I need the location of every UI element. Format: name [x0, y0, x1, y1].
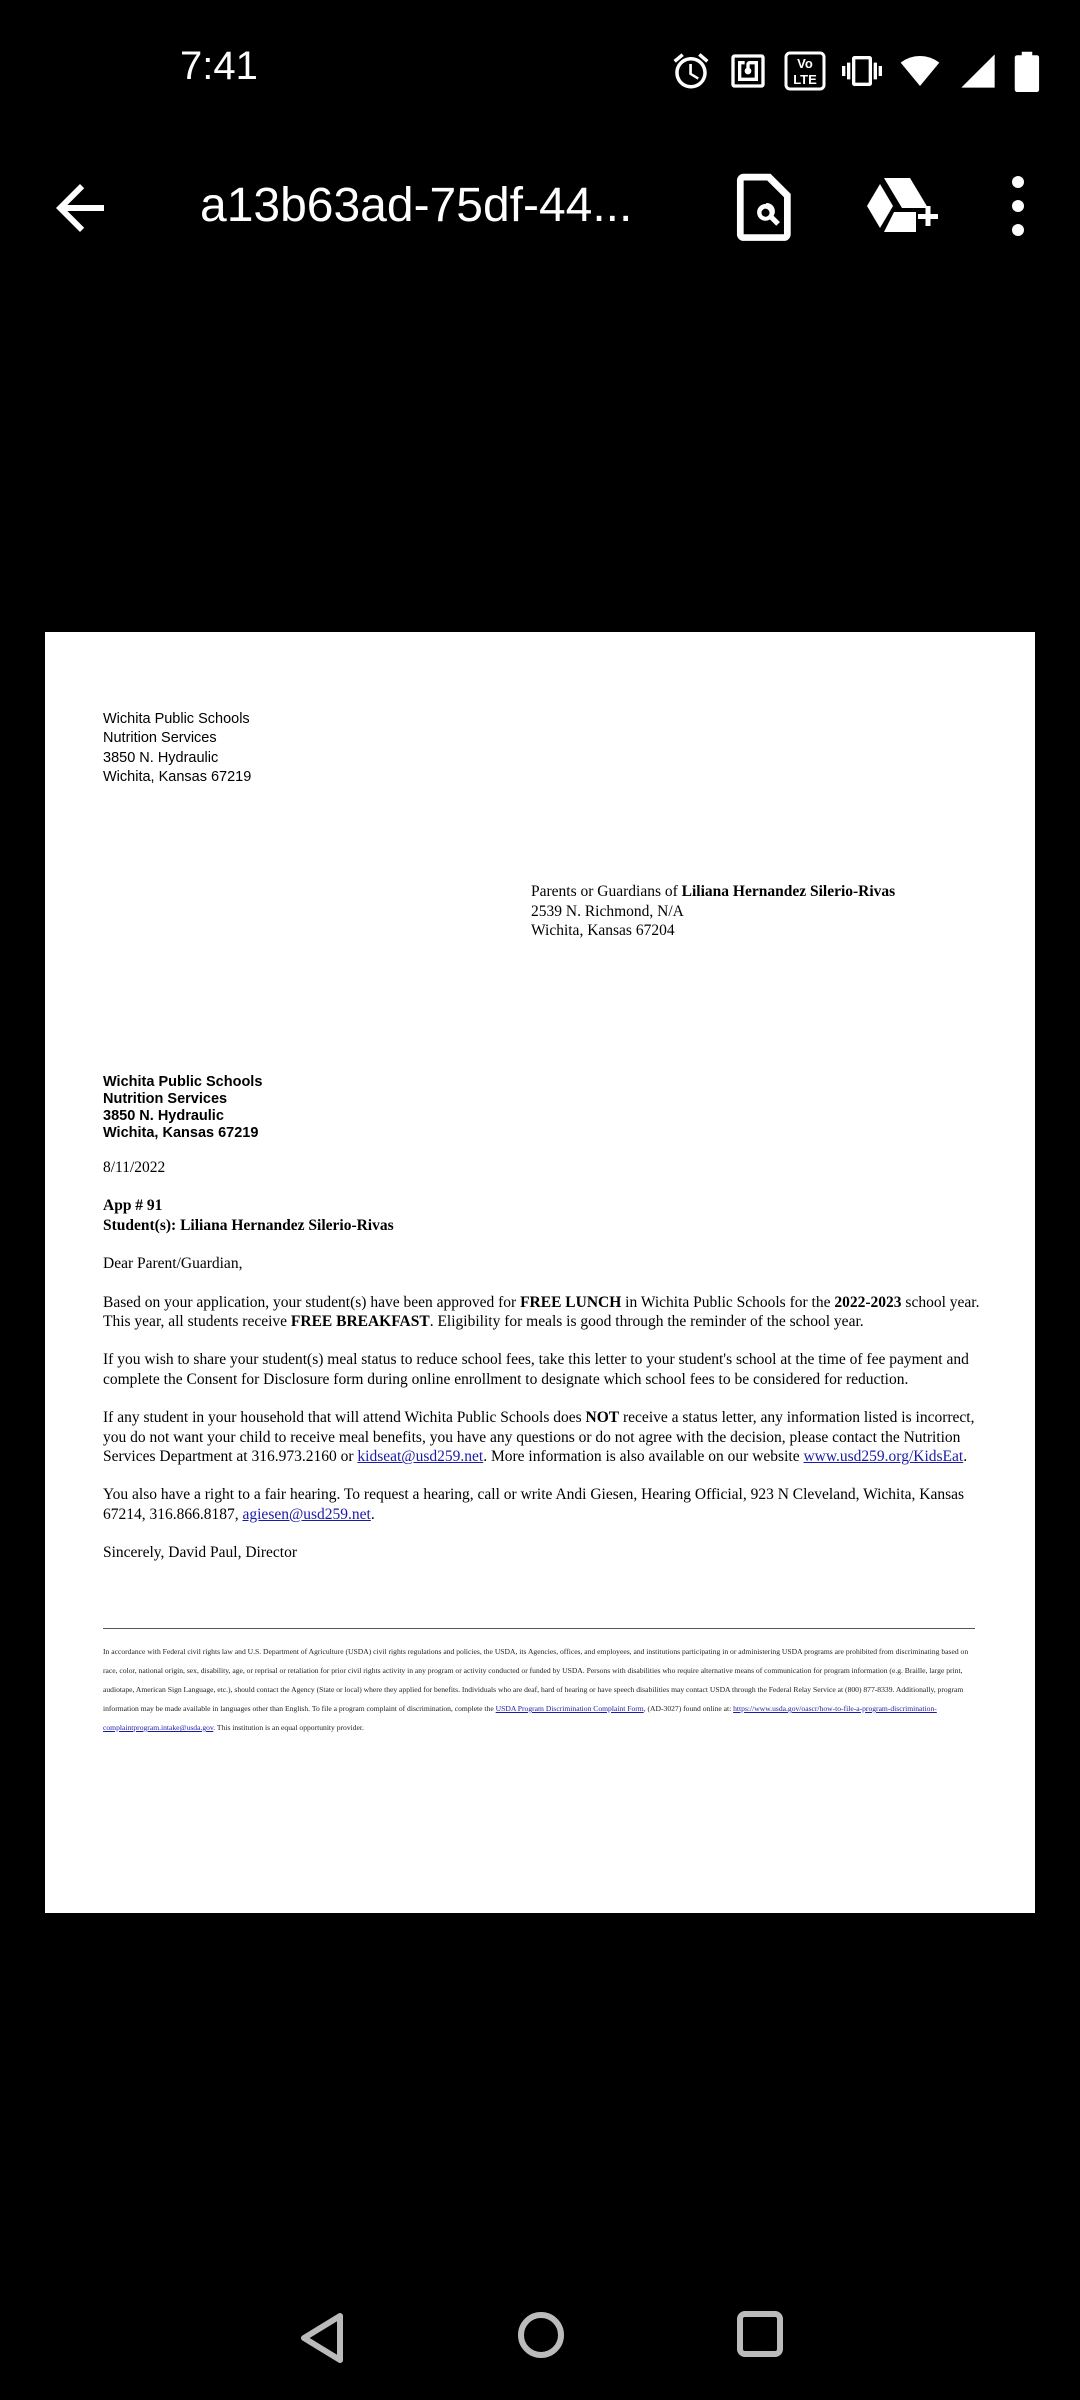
recipient-line: 2539 N. Richmond, N/A	[531, 902, 684, 920]
paragraph-approval: Based on your application, your student(s) have been approved for FREE LUNCH in Wichita Public Schools for the 2022-2023 school year. This year, all students receive FREE BREAKFAST. Eligibility for meals is good through the reminder of the school year.	[103, 1293, 980, 1331]
svg-text:LTE: LTE	[793, 72, 817, 87]
sender-line: 3850 N. Hydraulic	[103, 1108, 224, 1124]
recipient-line	[531, 882, 895, 902]
signal-icon	[958, 51, 998, 91]
recipient-prefix: Parents or Guardians of	[531, 883, 682, 900]
nav-recents-button[interactable]	[736, 2310, 784, 2358]
sender-line: Wichita, Kansas 67219	[103, 1125, 259, 1141]
nfc-icon	[728, 51, 768, 91]
recipient-address	[531, 882, 895, 941]
app-number: App # 91	[103, 1197, 163, 1215]
letter-body	[103, 1158, 983, 1582]
sender-line: Nutrition Services	[103, 1091, 228, 1107]
sender-line: Wichita Public Schools	[103, 711, 250, 727]
footnote-divider	[103, 1628, 975, 1629]
greeting: Dear Parent/Guardian,	[103, 1255, 243, 1273]
add-to-drive-button[interactable]	[862, 170, 942, 242]
paragraph-contact: If any student in your household that will attend Wichita Public Schools does NOT receive a status letter, any information listed is incorrect, you do not want your child to receive meal benefits, you have any questions or do not agree with the decision, please contact the Nutrition Services Department at 316.973.2160 or kidseat@usd259.net. More information is also available on our website www.usd259.org/KidsEat.	[103, 1409, 975, 1466]
paragraph-hearing: You also have a right to a fair hearing. To request a hearing, call or write Andi Giesen, Hearing Official, 923 N Cleveland, Wichita, Kansas 67214, 316.866.8187, agiesen@usd259.net.	[103, 1486, 965, 1523]
status-bar	[0, 0, 1080, 140]
kidseat-email-link[interactable]: kidseat@usd259.net	[357, 1448, 484, 1466]
find-in-page-button[interactable]	[728, 170, 800, 242]
back-arrow-icon	[44, 172, 116, 244]
document-title: a13b63ad-75df-44...	[200, 179, 633, 232]
nav-back-button[interactable]	[296, 2310, 346, 2366]
find-in-page-icon	[728, 170, 800, 242]
alarm-icon	[670, 50, 712, 92]
vibrate-icon	[842, 51, 882, 91]
wifi-icon	[898, 51, 942, 91]
sender-line: Wichita, Kansas 67219	[103, 768, 252, 785]
recipient-line: Wichita, Kansas 67204	[531, 922, 675, 939]
add-to-drive-icon	[862, 170, 942, 242]
complaint-form-link[interactable]: USDA Program Discrimination Complaint Form	[495, 1704, 644, 1713]
more-options-button[interactable]	[1000, 170, 1036, 242]
more-vert-icon	[1000, 170, 1036, 242]
letter-date: 8/11/2022	[103, 1159, 166, 1176]
nav-recents-icon	[736, 2310, 784, 2358]
battery-icon	[1014, 50, 1040, 92]
navigation-bar	[0, 2270, 1080, 2400]
nav-back-icon	[296, 2310, 346, 2366]
kidseat-website-link[interactable]: www.usd259.org/KidsEat	[803, 1448, 964, 1466]
back-button[interactable]	[44, 172, 116, 244]
sender-line: Nutrition Services	[103, 730, 217, 747]
document-page[interactable]	[45, 632, 1035, 1913]
paragraph-fees: If you wish to share your student(s) meal status to reduce school fees, take this letter to your student's school at the time of fee payment and complete the Consent for Disclosure form during online enrollment to designate which school fees to be considered for reduction.	[103, 1351, 969, 1388]
students-line: Student(s): Liliana Hernandez Silerio-Rivas	[103, 1216, 394, 1234]
nav-home-button[interactable]	[516, 2310, 566, 2360]
app-bar	[0, 140, 1080, 270]
sender-address	[103, 710, 251, 787]
student-name: Liliana Hernandez Silerio-Rivas	[180, 1216, 394, 1234]
signoff: Sincerely, David Paul, Director	[103, 1544, 297, 1562]
hearing-email-link[interactable]: agiesen@usd259.net	[242, 1505, 371, 1523]
volte-icon	[784, 51, 826, 91]
status-icons	[670, 48, 1040, 94]
sender-line: Wichita Public Schools	[103, 1074, 263, 1090]
nav-home-icon	[516, 2310, 566, 2360]
status-time: 7:41	[180, 44, 258, 88]
sender-address-bold	[103, 1074, 262, 1142]
svg-text:Vo: Vo	[797, 56, 813, 71]
recipient-name: Liliana Hernandez Silerio-Rivas	[681, 883, 896, 900]
intake-email-link[interactable]: program.intake@usda.gov	[133, 1723, 214, 1732]
sender-line: 3850 N. Hydraulic	[103, 749, 219, 766]
complaint-url-link[interactable]: https://www.usda.gov/oascr/how-to-file-a-program-discrimination-complaint	[103, 1704, 937, 1732]
nondiscrimination-footnote: In accordance with Federal civil rights law and U.S. Department of Agriculture (USDA) civil rights regulations and policies, the USDA, its Agencies, offices, and employees, and institutions participating in or administering USDA programs are prohibited from discriminating based on race, color, national origin, sex, disability, age, or reprisal or retaliation for prior civil rights activity in any program or activity conducted or funded by USDA. Persons with disabilities who require alternative means of communication for program information (e.g. Braille, large print, audiotape, American Sign Language, etc.), should contact the Agency (State or local) where they applied for benefits. Individuals who are deaf, hard of hearing or have speech disabilities may contact USDA through the Federal Relay Service at (800) 877-8339. Additionally, program information may be made available in languages other than English. To file a program complaint of discrimination, complete the USDA Program Discrimination Complaint Form, (AD-3027) found online at: https://www.usda.gov/oascr/how-to-file-a-program-discrimination-complaintprogram.intake@usda.gov. This institution is an equal opportunity provider.	[103, 1647, 969, 1732]
